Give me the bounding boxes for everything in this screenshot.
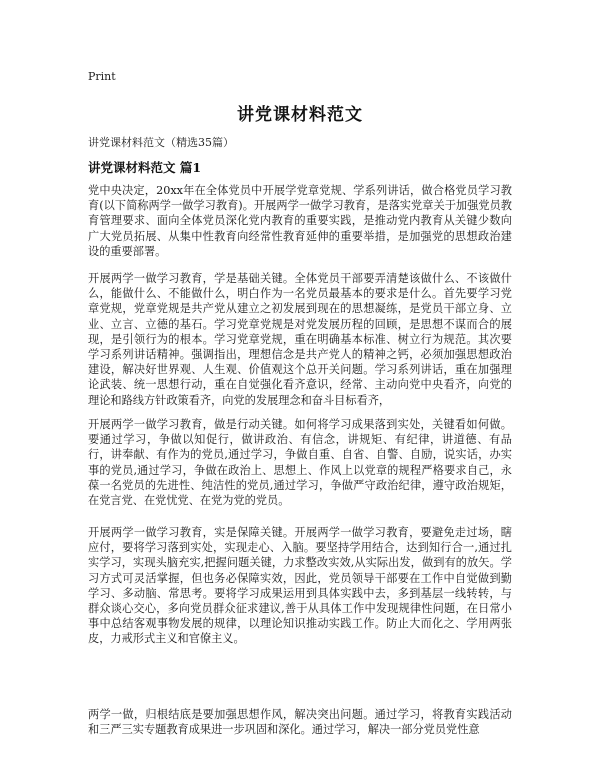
section-heading: 讲党课材料范文 篇1 (88, 160, 202, 175)
page-title: 讲党课材料范文 (237, 105, 363, 125)
paragraph: 开展两学一做学习教育，做是行动关键。如何将学习成果落到实处，关键看如何做。要通过学习，争做以知促行，做讲政治、有信念，讲规矩、有纪律，讲道德、有品行，讲奉献、有作为的党员,通过学习，争做自重、自省、自警、自励，说实话，办实事的党员,通过学习，争做在政治上、思想上、作风上以党章的规程严格要求自己，永葆一名党员的先进性、纯洁性的党员,通过学习，争做严守政治纪律，遵守政治规矩，在党言党、在党忧党、在党为党的党员。 (88, 418, 512, 508)
print-link[interactable]: Print (88, 70, 116, 83)
paragraph: 两学一做，归根结底是要加强思想作风，解决突出问题。通过学习，将教育实践活动和三严三实专题教育成果进一步巩固和深化。通过学习，解决一部分党员党性意 (88, 708, 512, 737)
document-subtitle: 讲党课材料范文（精选35篇） (88, 136, 234, 149)
paragraph: 开展两学一做学习教育，实是保障关键。开展两学一做学习教育，要避免走过场，瞎应付，要将学习落到实处，实现走心、入脑。要坚持学用结合，达到知行合一,通过扎实学习，实现头脑充实,把握问题关键，力求整改实效,从实际出发，做到有的放矢。学习方式可灵活掌握，但也务必保障实效，因此，党员领导干部要在工作中自觉做到勤学习、多动脑、常思考。要将学习成果运用到具体实践中去，多到基层一线转转，与群众谈心交心，多向党员群众征求建议,善于从具体工作中发现规律性问题，在日常小事中总结客观事物发展的规律，以理论知识推动实践工作。防止大而化之、学用两张皮，力戒形式主义和官僚主义。 (88, 526, 512, 646)
paragraph: 党中央决定，20xx年在全体党员中开展学党章党规、学系列讲话，做合格党员学习教育(以下简称两学一做学习教育)。开展两学一做学习教育，是落实党章关于加强党员教育管理要求、面向全体党员深化党内教育的重要实践，是推动党内教育从关键少数向广大党员拓展、从集中性教育向经常性教育延伸的重要举措，是加强党的思想政治建设的重要部署。 (88, 184, 512, 258)
paragraph: 开展两学一做学习教育，学是基础关键。全体党员干部要弄清楚该做什么、不该做什么，能做什么、不能做什么，明白作为一名党员最基本的要求是什么。首先要学习党章党规，党章党规是共产党从建立之初发展到现在的思想凝练，是党员干部立身、立业、立言、立德的基石。学习党章党规是对党发展历程的回顾，是思想不谋而合的展现，是引领行为的根本。学习党章党规，重在明确基本标准、树立行为规范。其次要学习系列讲话精神。强调指出，理想信念是共产党人的精神之钙，必须加强思想政治建设，解决好世界观、人生观、价值观这个总开关问题。学习系列讲话，重在加强理论武装、统一思想行动，重在自觉强化看齐意识，经常、主动向党中央看齐，向党的理论和路线方针政策看齐，向党的发展理念和奋斗目标看齐， (88, 272, 512, 407)
